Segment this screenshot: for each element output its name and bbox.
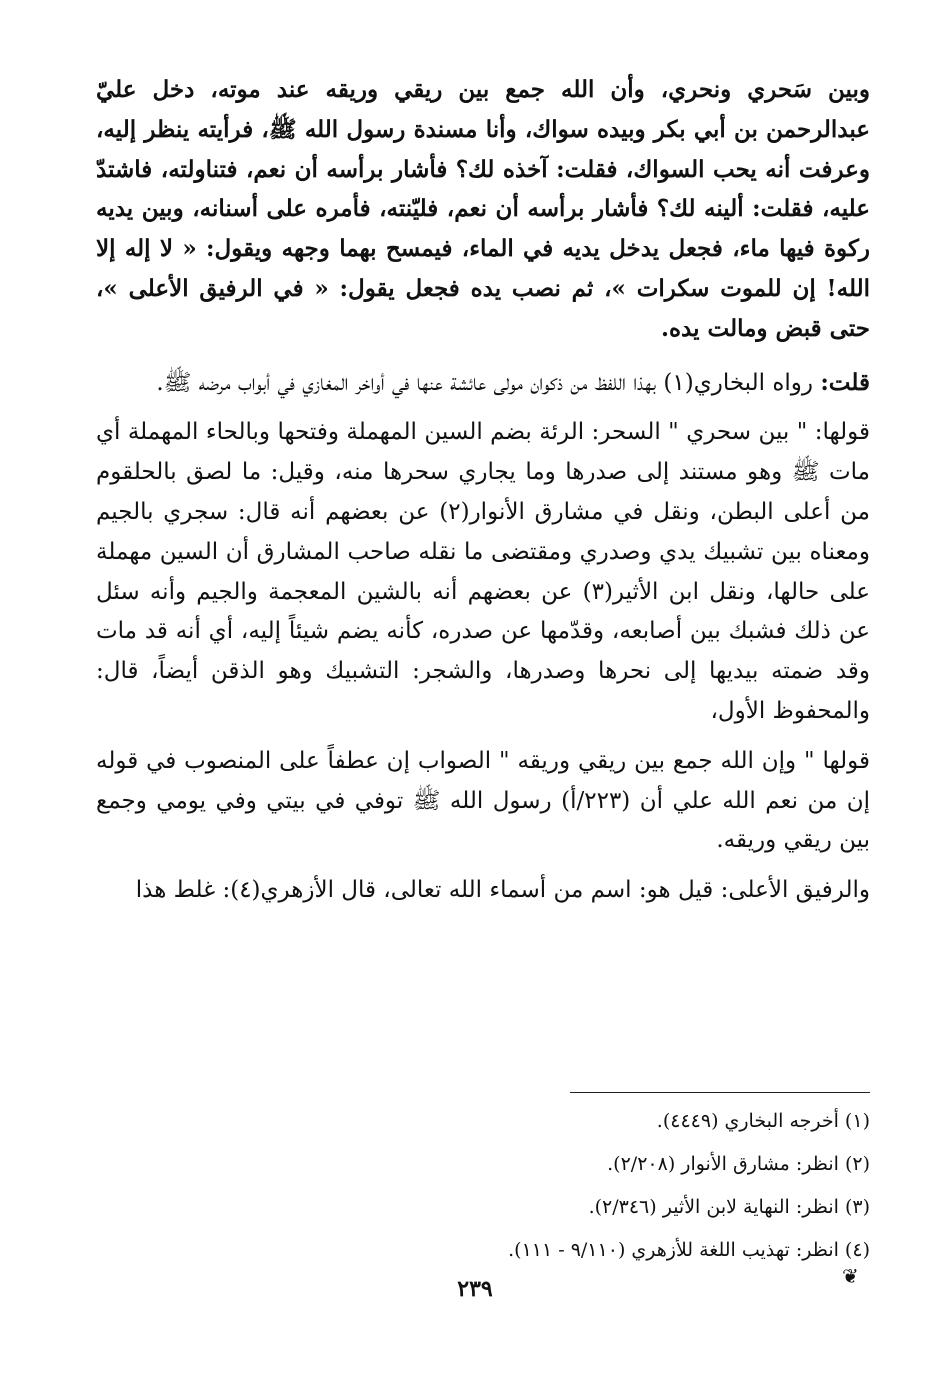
footnote-item: (٣) انظر: النهاية لابن الأثير (٢/٣٤٦). — [588, 1196, 870, 1218]
explanation-paragraph-1: قولها: " بين سحري " السحر: الرئة بضم السين المهملة وفتحها وبالحاء المهملة أي مات ﷺ وهو مستند إلى صدرها وما يجاري سحرها منه، وقيل: ما لصق بالحلقوم من أعلى البطن، ونقل في مشارق الأنوار(٢) عن بعضهم أنه قال: سجري بالجيم ومعناه بين تشبيك يدي وصدري ومقتضى ما نقله صاحب المشارق أن السين مهملة على حالها، ونقل ابن الأثير(٣) عن بعضهم أنه بالشين المعجمة والجيم وأنه سئل عن ذلك فشبك بين أصابعه، وقدّمها عن صدره، كأنه يضم شيئاً إليه، أي أنه قد مات وقد ضمته بيديها إلى نحرها وصدرها، والشجر: التشبيك وهو الذقن أيضاً، قال: والمحفوظ الأول، — [96, 419, 870, 724]
ornament-marker: ❦ — [842, 1264, 859, 1288]
footnote-item: (٢) انظر: مشارق الأنوار (٢/٢٠٨). — [607, 1153, 870, 1175]
footnotes — [96, 1100, 870, 1272]
explanation-paragraph-3: والرفيق الأعلى: قيل هو: اسم من أسماء الله تعالى، قال الأزهري(٤): غلط هذا — [135, 877, 870, 904]
comment-text: رواه البخاري(١) بهذا اللفظ من ذكوان مولى عائشة عنها في أواخر المغازي في أبواب مرضه ﷺ. — [156, 369, 821, 396]
page-body — [96, 70, 870, 911]
comment-paragraph — [96, 363, 870, 404]
footnote-item: (٤) انظر: تهذيب اللغة للأزهري (٩/١١٠ - ١١١). — [508, 1239, 870, 1261]
page-number: ٢٣٩ — [457, 1276, 493, 1302]
hadith-paragraph: وبين سَحري ونحري، وأن الله جمع بين ريقي وريقه عند موته، دخل عليّ عبدالرحمن بن أبي بكر وبيده سواك، وأنا مسندة رسول الله ﷺ، فرأيته ينظر إليه، وعرفت أنه يحب السواك، فقلت: آخذه لك؟ فأشار برأسه أن نعم، فتناولته، فاشتدّ عليه، فقلت: ألينه لك؟ فأشار برأسه أن نعم، فليّنته، فأمره على أسنانه، وبين يديه ركوة فيها ماء، فجعل يدخل يديه في الماء، فيمسح بهما وجهه ويقول: « لا إله إلا الله! إن للموت سكرات »، ثم نصب يده فجعل يقول: « في الرفيق الأعلى »، حتى قبض ومالت يده. — [96, 76, 870, 342]
explanation-paragraph-2: قولها " وإن الله جمع بين ريقي وريقه " الصواب إن عطفاً على المنصوب في قوله إن من نعم الله علي أن (٢٢٣/أ) رسول الله ﷺ توفي في بيتي وفي يومي وجمع بين ريقي وريقه. — [96, 747, 871, 854]
footnote-item: (١) أخرجه البخاري (٤٤٤٩). — [656, 1110, 870, 1132]
comment-lead: قلت: — [820, 368, 870, 396]
footnote-divider — [570, 1092, 870, 1093]
